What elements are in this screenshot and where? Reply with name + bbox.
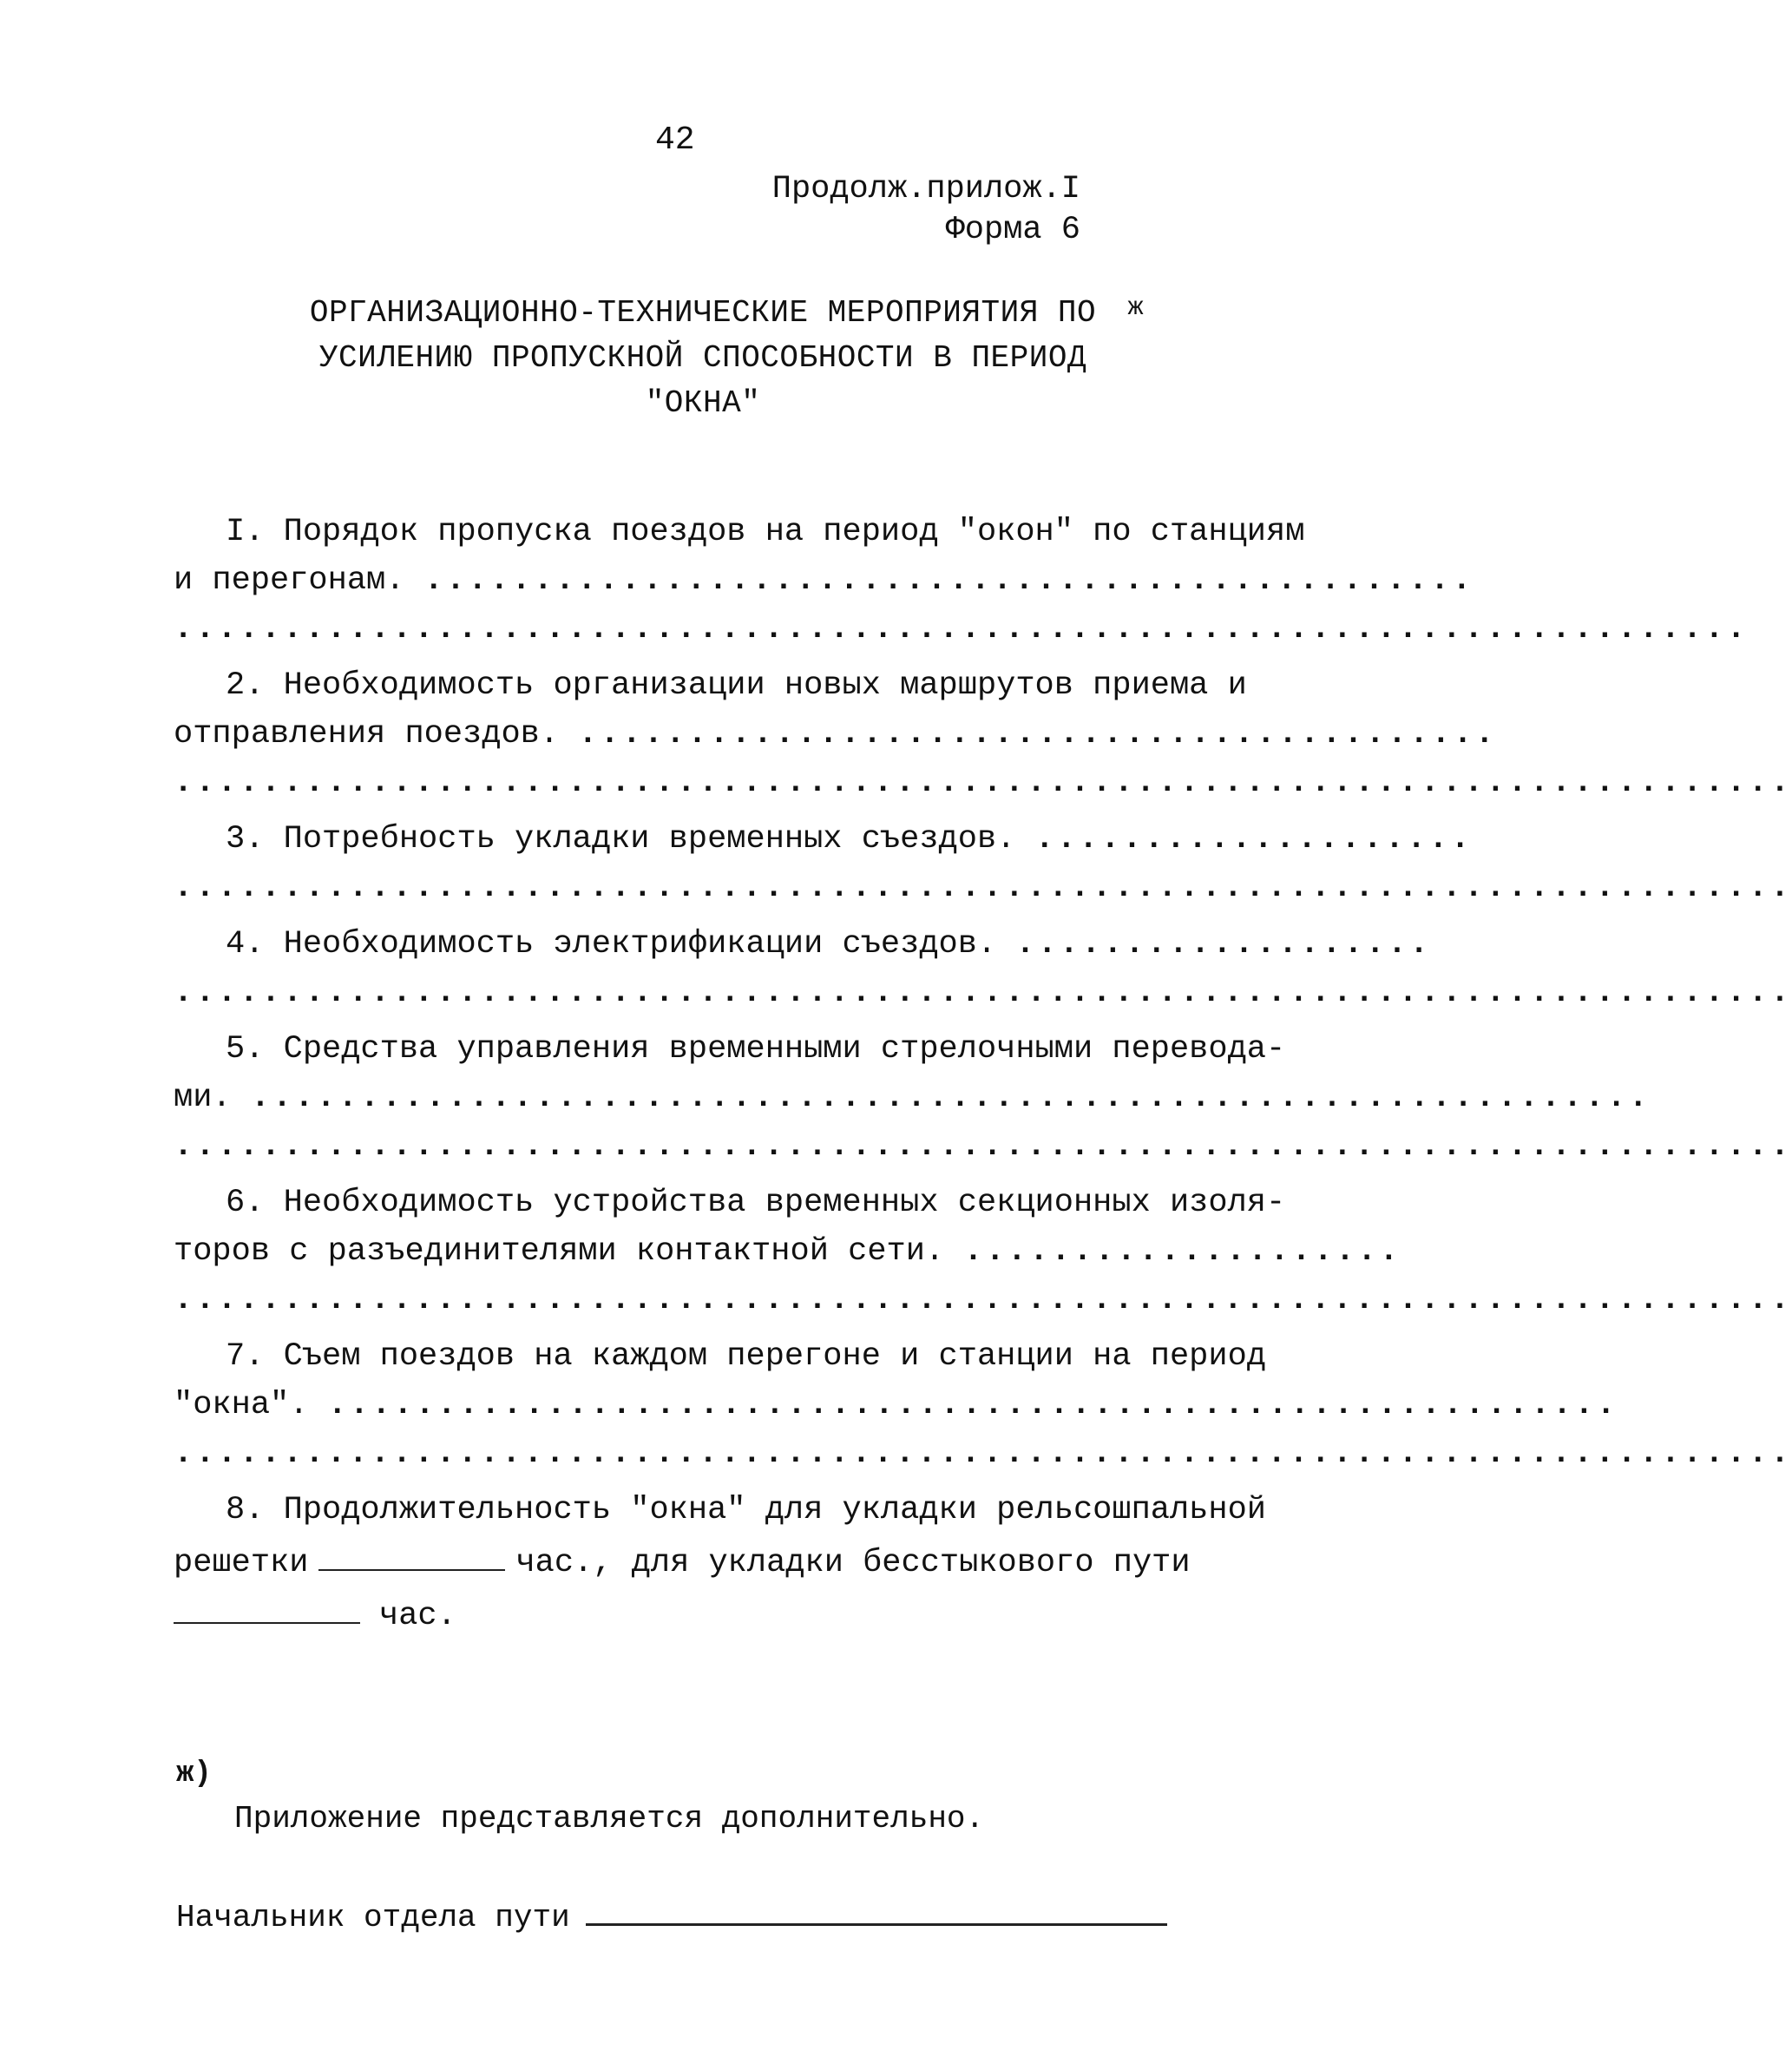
hours-blank-field (174, 1587, 360, 1624)
fill-dots: .......................................... (578, 716, 1497, 752)
footnote-text: Приложение представляется дополнительно. (234, 1801, 985, 1836)
fill-line (174, 1276, 1792, 1324)
fill-dots: .......................................................................... (174, 1436, 1792, 1472)
signature-blank-field (586, 1892, 1167, 1926)
fill-line (174, 1429, 1792, 1478)
fill-dots: .......................................................................... (174, 1128, 1792, 1165)
fill-dots: .......................................................................... (174, 765, 1792, 801)
fill-dots: .................... (963, 1233, 1401, 1270)
item-text: 8. Продолжительность "окна" для укладки рельсошпальной (226, 1492, 1266, 1528)
item-text-continuation: торов с разъединителями контактной сети. .................... (174, 1233, 1401, 1270)
continuation-label: Продолж.прилож.I (771, 171, 1080, 207)
document-title (286, 291, 1144, 426)
list-item (174, 1025, 1792, 1171)
signature-label: Начальник отдела пути (176, 1900, 570, 1935)
list-item (174, 1332, 1792, 1478)
fill-line (174, 864, 1792, 912)
item-text: 2. Необходимость организации новых маршрутов приема и (226, 667, 1247, 704)
hours-blank-field (318, 1534, 505, 1571)
fill-line (174, 1122, 1792, 1171)
list-item (174, 920, 1792, 1017)
fill-dots: .......................................................................... (174, 975, 1792, 1011)
list-item (174, 1486, 1284, 1640)
form-header (772, 169, 1080, 251)
form-label: Форма 6 (945, 212, 1080, 248)
fill-dots: ........................................................... (327, 1387, 1618, 1423)
list-item (174, 1179, 1792, 1324)
list-item (174, 661, 1792, 807)
item-text-continuation: "окна". ........................................................... (174, 1387, 1618, 1423)
fill-dots: ................................................ (423, 562, 1474, 599)
items-list (174, 508, 1792, 1648)
list-item (174, 508, 1749, 654)
page-number: 42 (655, 122, 695, 159)
item-text-continuation: отправления поездов. .......................................... (174, 716, 1497, 752)
fill-dots: .......................................................................... (174, 870, 1792, 906)
fill-line (174, 759, 1792, 807)
item-text: 6. Необходимость устройства временных секционных изоля- (226, 1185, 1286, 1221)
fill-dots: ................................................................ (250, 1080, 1651, 1116)
item-text-continuation: решетки час., для укладки бесстыкового пути (174, 1534, 1284, 1587)
item-text-continuation: и перегонам. ................................................ (174, 562, 1474, 599)
fill-line (174, 969, 1792, 1017)
fill-dots: .................... (1034, 821, 1473, 857)
signature-line (176, 1892, 1167, 1935)
item-text-continuation: ми. ................................................................ (174, 1080, 1651, 1116)
list-item (174, 815, 1792, 912)
fill-dots: ................... (1015, 926, 1432, 963)
fill-dots: .......................................................................... (174, 1282, 1792, 1318)
footnote-marker: ж) (176, 1758, 212, 1790)
item-text: 4. Необходимость электрификации съездов. ................... (226, 926, 1432, 963)
item-text: 5. Средства управления временными стрелочными перевода- (226, 1031, 1286, 1068)
footnote-reference-mark: ж (1127, 293, 1144, 323)
item-text-continuation: час. (174, 1587, 1284, 1640)
item-text: 3. Потребность укладки временных съездов. .................... (226, 821, 1473, 857)
fill-dots: ........................................................................ (174, 611, 1749, 647)
fill-line (174, 605, 1749, 654)
title-line-3: "ОКНА" (645, 385, 761, 421)
item-text: 7. Съем поездов на каждом перегоне и станции на период (226, 1338, 1266, 1375)
item-text: I. Порядок пропуска поездов на период "окон" по станциям (226, 514, 1305, 550)
title-line-1: ОРГАНИЗАЦИОННО-ТЕХНИЧЕСКИЕ МЕРОПРИЯТИЯ ПО (309, 295, 1097, 331)
title-line-2: УСИЛЕНИЮ ПРОПУСКНОЙ СПОСОБНОСТИ В ПЕРИОД (318, 340, 1087, 376)
